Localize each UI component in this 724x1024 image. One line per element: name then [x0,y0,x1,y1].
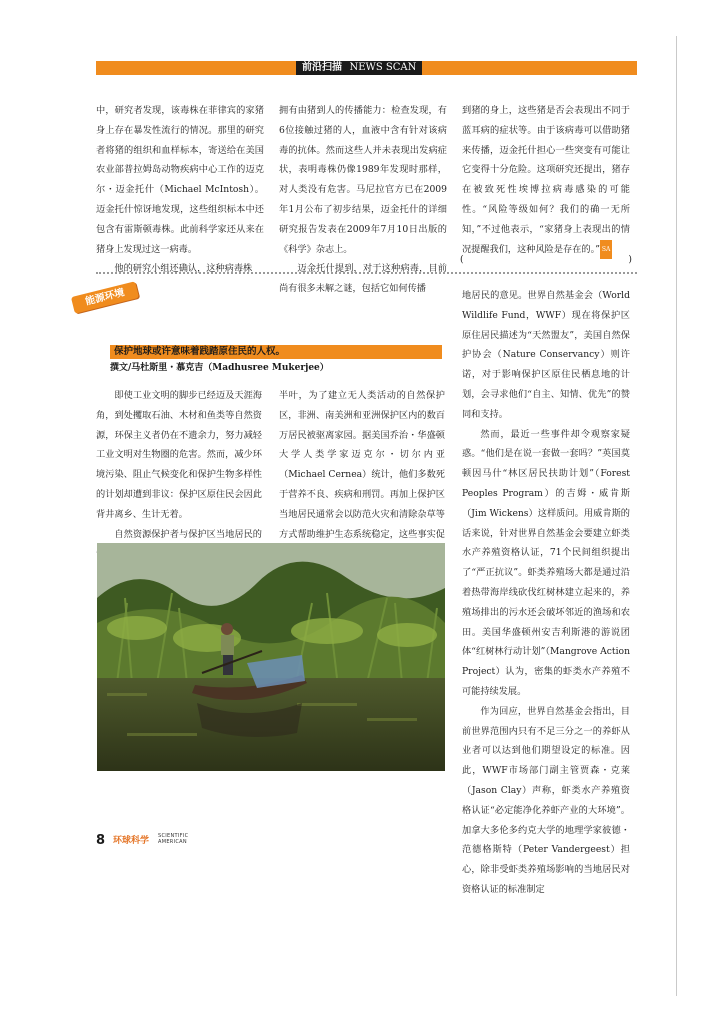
paragraph: 半叶，为了建立无人类活动的自然保护区，非洲、南美洲和亚洲保护区内的数百万居民被驱离家园。据美国乔治・华盛顿大学人类学家迈克尔・切尔内亚（Michael Cernea）统计，他们多数死于营养不良、疾病和刑罚。再加上保护区当地居民通常会以防范火灾和清除杂草等方式帮助维护生态系统稳定，这些事实促 [279,390,445,540]
paragraph: 迈金托什提到，对于这种病毒，目前尚有很多未解之谜，包括它如何传播 [279,263,447,295]
empty-credit-bracket [460,250,632,270]
section-title-cn: 前沿扫描 [302,62,342,73]
paragraph: 到猪的身上，这些猪是否会表现出不同于蓝耳病的症状等。由于该病毒可以借助猪来传播，迈金托什担心一些突变有可能让它变得十分危险。这项研究还提出，猪存在被致死性埃博拉病毒感染的可能性。“风险等级如何？我们的确一无所知，”不过他表示，“家猪身上表现出的情况提醒我们，这种风险是存在的。” SA [462,101,630,259]
paragraph: 拥有由猪到人的传播能力：检查发现，有6位接触过猪的人，血液中含有针对该病毒的抗体。然而这些人并未表现出发病症状，表明毒株仍像1989年发现时那样，对人类没有危害。马尼拉官方已在2009年1月公布了初步结果，迈金托什的详细研究报告发表在2009年7月10日出版的《科学》杂志上。 [279,105,447,255]
partner-line-1: SCIENTIFIC [158,833,189,839]
page-number: 8 [96,833,106,848]
paragraph: 自然资源保护者与保护区当地居民的 [114,528,262,540]
category-badge: 能源环境 [71,281,139,313]
photo-illustration [97,543,445,771]
end-mark: SA [600,240,612,260]
section-divider [96,272,637,274]
partner-line-2: AMERICAN [158,839,187,845]
article-byline: 撰文/马杜斯里・慕克吉（Madhusree Mukerjee） [110,363,329,373]
top-article-col-1 [96,101,264,279]
paragraph: 作为回应，世界自然基金会指出，目前世界范围内只有不足三分之一的养虾从业者可以达到他们期望设定的标准。因此，WWF市场部门副主管贾森・克莱（Jason Clay）声称，虾类水产养殖资格认证“必定能净化养虾产业的大环境”。加拿大多伦多约克大学的地理学家彼德・范德格斯特（Peter Vandergeest）担心，除非受虾类养殖场影响的当地居民对资格认证的标准制定 [462,705,630,895]
bracket-close: ) [628,254,632,265]
bracket-open: ( [460,254,464,265]
paragraph: 即使工业文明的脚步已经迈及天涯海角，到处攫取石油、木材和鱼类等自然资源，环保主义者仍在不遗余力，努力减轻工业文明对生物圈的危害。然而，减少环境污染、阻止气候变化和保护生物多样性的计划却遭到非议：保护区原住民会因此背井离乡、生计无着。 [96,390,262,520]
paragraph: 然而，最近一些事件却令观察家疑惑。“他们是在说一套做一套吗？”英国莫顿因马什“林区居民扶助计划”（Forest Peoples Program）的吉姆・威肯斯（Jim Wickens）这样质问。用威肯斯的话来说，针对世界自然基金会要建立虾类水产养殖资格认证，71个民间组织提出了“严正抗议”。虾类养殖场大都是通过沿着热带海岸线砍伐红树林建立起来的，养殖场排出的污水还会破坏邻近的渔场和农田。美国华盛顿州安吉利斯港的游说团体“红树林行动计划”（Mangrove Action Project）认为，密集的虾类水产养殖不可能持续发展。 [462,428,630,697]
paragraph: 地居民的意见。世界自然基金会（World Wildlife Fund，WWF）现在将保护区原住居民描述为“天然盟友”，美国自然保护协会（Nature Conservancy）则许诺，对于影响保护区原住民栖息地的计划，会寻求他们“自主、知情、优先”的赞同和支持。 [462,290,630,420]
magazine-name: 环球科学 [113,836,150,846]
top-article-col-2 [279,101,447,299]
page-edge-line [676,36,677,996]
bottom-article-col-2 [279,386,445,564]
top-article-col-3 [462,101,630,259]
bottom-article-col-1 [96,386,262,564]
section-title-en: NEWS SCAN [349,62,417,73]
section-header-label [296,61,422,75]
partner-logo [158,833,188,845]
mangrove-canoe-photo [97,543,445,771]
paragraph: 中，研究者发现，该毒株在菲律宾的家猪身上存在暴发性流行的情况。那里的研究者将猪的组织和血样标本，寄送给在美国农业部普拉姆岛动物疾病中心工作的迈克尔・迈金托什（Michael McIntosh）。迈金托什惊讶地发现，这些组织标本中还包含有雷斯顿毒株。此前科学家还从来在猪身上发现过这一病毒。 [96,105,264,255]
bottom-article-col-3 [462,286,630,900]
paragraph: 他的研究小组还确认，这种病毒株 [114,263,253,275]
article-title: 保护地球或许意味着践踏原住民的人权。 [110,345,442,359]
